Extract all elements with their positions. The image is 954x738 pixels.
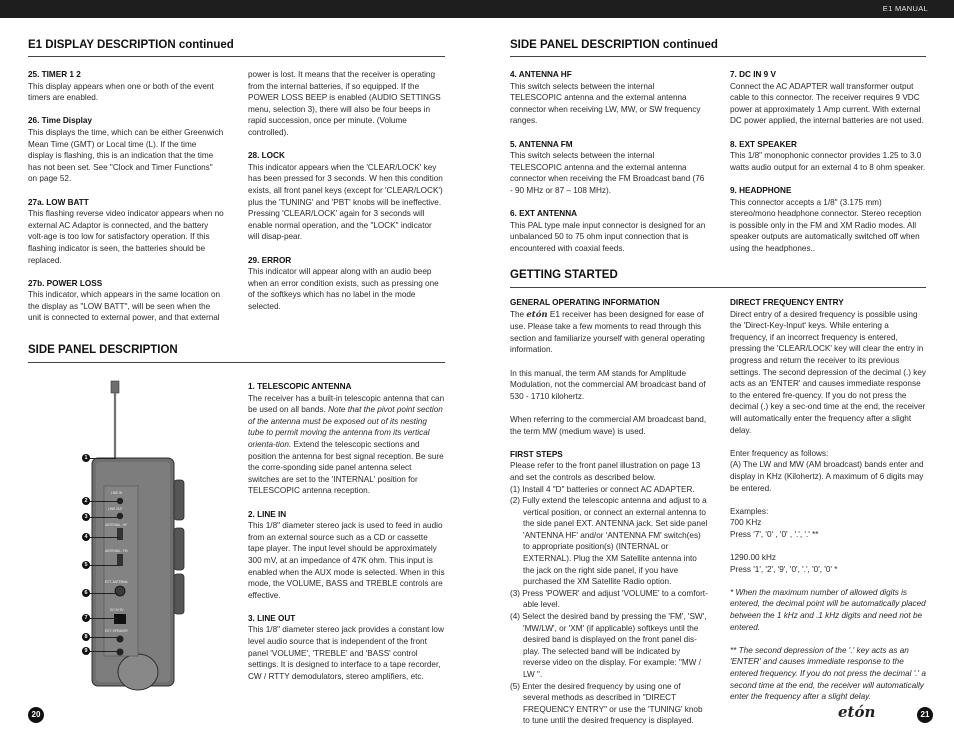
side-panel-continued-col-1 xyxy=(510,69,708,255)
getting-started-col-1 xyxy=(510,297,708,727)
step-1: (1) Install 4 "D" batteries or connect AC ADAPTER. xyxy=(510,484,695,494)
diagram-label-ext-speaker: EXT. SPEAKER xyxy=(105,629,128,633)
item-8-text: This 1/8" monophonic connector provides 1.25 to 3.0 watts audio output for an external 4 to 8 ohm speaker. xyxy=(730,151,926,172)
item-28-heading: 28. LOCK xyxy=(248,151,285,161)
item-3-text: This 1/8" diameter stereo jack provides a constant low level audio source that is independent of the front panel 'VOLUME', 'TREBLE' and 'BASS' control settings. It is designed to interface to a tape recorder, CW / RTTY demodulators, stereo amplifiers, etc. xyxy=(248,625,444,681)
item-1-heading: 1. TELESCOPIC ANTENNA xyxy=(248,382,352,391)
footnote-2: ** The second depression of the '.' key acts as an 'ENTER' and causes immediate response to the entered frequency. If you do not press the decimal '.' a second time at the end, the receiver will automatically enter the frequency after a slight delay. xyxy=(730,645,926,702)
item-27b-heading: 27b. POWER LOSS xyxy=(28,278,103,288)
side-panel-continued-col-2 xyxy=(730,69,928,255)
item-27a-heading: 27a. LOW BATT xyxy=(28,197,89,207)
eton-logo: etón xyxy=(838,703,876,721)
example-1-keys: Press '7', '0' , '0' , '.', '.' ** xyxy=(730,529,819,539)
enter-frequency-intro: Enter frequency as follows: xyxy=(730,448,829,458)
item-1-text-b: Extend the telescopic sections and position the antenna for best signal reception. Be sure the corre-sponding side panel antenna select switches are set to the 'INTERNAL' position for TELESCOPIC antenna reception. xyxy=(248,439,444,496)
section-rule xyxy=(510,56,926,57)
antenna-hf-switch xyxy=(117,528,123,540)
item-27b-text: This indicator, which appears in the same location on the display as "LOW BATT", will be seen when the unit is connected to external power, and that external xyxy=(28,290,221,323)
step-5: (5) Enter the desired frequency by using one of several methods as described in "DIRECT FREQUENCY ENTRY" or use the 'TUNING' knob to tune until the desired frequency is displayed. xyxy=(510,681,703,726)
mw-definition: When referring to the commercial AM broadcast band, the term MW (medium wave) is used. xyxy=(510,414,707,436)
item-25-heading: 25. TIMER 1 2 xyxy=(28,70,81,79)
step-4: (4) Select the desired band by pressing the 'FM', 'SW', 'MW/LW', or 'XM' (if applicable) softkeys until the desired band is displayed on the front panel dis-play. The selected band will be indicated by reverse video on the display. For example: "MW / LW ". xyxy=(510,612,707,679)
item-5-text: This switch selects between the internal TELESCOPIC antenna and the external antenna connector when receiving the FM Broadcast band (76 - 90 MHz or 87 – 108 MHz). xyxy=(510,151,705,195)
examples-label: Examples: xyxy=(730,506,769,516)
callout-2: 2 xyxy=(82,497,90,505)
item-26-heading: 26. Time Display xyxy=(28,116,93,126)
item-7-heading: 7. DC IN 9 V xyxy=(730,70,776,79)
item-29-text: This indicator will appear along with an audio beep when an error condition exists, such as pressing one of the softkeys which has no label in the mode selected. xyxy=(248,267,439,311)
item-1-text-a: The receiver has a built-in telescopic antenna that can be used on all bands. xyxy=(248,393,445,415)
diagram-label-antenna-hf: ANTENNA - HF xyxy=(105,523,128,527)
first-steps-intro: Please refer to the front panel illustration on page 13 and set the controls as described below. xyxy=(510,461,701,482)
callout-1: 1 xyxy=(82,454,90,462)
display-col-1 xyxy=(28,69,224,324)
page-number-left: 20 xyxy=(28,707,44,723)
item-3-heading: 3. LINE OUT xyxy=(248,613,296,623)
item-4-text: This switch selects between the internal TELESCOPIC antenna and the external antenna connector when receiving LW, MW, or SW frequency ranges. xyxy=(510,81,701,126)
item-9-text: This connector accepts a 1/8" (3.175 mm) stereo/mono headphone connector. Stereo reception is possible only in the FM and XM Radio modes. All speaker outputs are automatically switched off when using the headphones.. xyxy=(730,197,922,253)
callout-5: 5 xyxy=(82,561,90,569)
example-2-keys: Press '1', '2', '9', '0', '.', '0', '0' * xyxy=(730,564,838,574)
item-8-heading: 8. EXT SPEAKER xyxy=(730,139,797,149)
callout-9: 9 xyxy=(82,647,90,655)
getting-started-heading: GETTING STARTED xyxy=(510,269,618,281)
section-rule xyxy=(28,56,445,57)
display-description-heading: E1 DISPLAY DESCRIPTION continued xyxy=(28,39,234,51)
manual-label: E1 MANUAL xyxy=(882,4,928,13)
item-27b-continued: power is lost. It means that the receiver is operating from the internal batteries, if so equipped. If the POWER LOSS BEEP is enabled (AUDIO SETTINGS menu, selection 3), there will also be four beeps in rapid succession, once per minute. (Volume controlled). xyxy=(248,70,441,137)
side-knob-lower xyxy=(174,574,184,614)
diagram-label-line-out: LINE OUT xyxy=(108,507,123,511)
first-steps-heading: FIRST STEPS xyxy=(510,449,563,459)
headphone-jack xyxy=(117,649,124,656)
diagram-label-ext-antenna: EXT. ANTENNA xyxy=(105,580,128,584)
item-25-text: This display appears when one or both of the event timers are enabled. xyxy=(28,81,214,103)
dc-in-connector xyxy=(114,614,126,624)
page-number-right: 21 xyxy=(917,707,933,723)
side-panel-heading: SIDE PANEL DESCRIPTION xyxy=(28,344,178,356)
footnote-1: * When the maximum number of allowed digits is entered, the decimal point will be automatically placed between the 1 kHz and .1 kHz digits and need not be entered. xyxy=(730,587,926,632)
callout-6: 6 xyxy=(82,589,90,597)
example-2-value: 1290.00 kHz xyxy=(730,553,776,563)
callout-7: 7 xyxy=(82,614,90,622)
step-2: (2) Fully extend the telescopic antenna and adjust to a vertical position, or connect an external antenna to the side panel EXT. ANTENNA jack. Set side panel 'ANTENNA HF' and/or 'ANTENNA FM' switch(es) to appropriate position(s) (INTERNAL or EXTERNAL). Plug the XM Satellite antenna into the jack on the right side panel, if you have purchased the XM Satellite Radio option. xyxy=(510,496,708,587)
top-bar xyxy=(0,0,954,18)
callout-4: 4 xyxy=(82,533,90,541)
diagram-label-dc-in: DC IN 9V xyxy=(110,608,124,612)
item-4-heading: 4. ANTENNA HF xyxy=(510,70,572,79)
eton-inline-logo: etón xyxy=(526,309,548,320)
item-2-heading: 2. LINE IN xyxy=(248,509,287,519)
side-panel-foot xyxy=(118,654,158,690)
direct-entry-heading: DIRECT FREQUENCY ENTRY xyxy=(730,298,844,307)
diagram-label-antenna-fm: ANTENNA - FM xyxy=(105,549,128,553)
section-rule xyxy=(28,362,445,363)
general-info-text: E1 receiver has been designed for ease of use. Please take a few moments to read through this section and familiarize yourself with general operating information. xyxy=(510,309,705,355)
callout-8: 8 xyxy=(82,633,90,641)
item-27a-text: This flashing reverse video indicator appears when no external AC Adaptor is connected, and the battery volt-age is too low for satisfactory operation. If this flashing indicator is seen, the batteries should be replaced. xyxy=(28,209,224,265)
item-7-text: Connect the AC ADAPTER wall transformer output cable to this connector. The receiver requires 9 VDC power at approximately 1 Amp current. With external DC power applied, the internal batteries are not used. xyxy=(730,81,924,126)
item-6-text: This PAL type male input connector is designed for an unbalanced 50 to 75 ohm input connection that is encountered with coaxial feeds. xyxy=(510,220,706,253)
section-rule xyxy=(510,287,926,288)
display-col-2 xyxy=(248,69,445,312)
side-panel-col xyxy=(248,381,445,682)
callout-3: 3 xyxy=(82,513,90,521)
item-5-heading: 5. ANTENNA FM xyxy=(510,139,573,149)
direct-entry-text: Direct entry of a desired frequency is possible using the 'Direct-Key-Input' keys. While entering a frequency, if an incorrect frequency is entered, pressing the 'CLEAR/LOCK' key will clear the entry in progress and return the receiver to its previous settings. The second depression of the decimal (.) key acts as an 'ENTER' and causes immediate response to the entered fre-quency. If you do not press the decimal (.) key a sec-ond time at the end, the receiver will automatically enter the frequency after a slight delay. xyxy=(730,309,926,435)
example-1-value: 700 KHz xyxy=(730,518,762,528)
side-knob-middle xyxy=(174,528,184,570)
item-9-heading: 9. HEADPHONE xyxy=(730,185,792,195)
item-29-heading: 29. ERROR xyxy=(248,255,292,265)
ext-antenna-connector xyxy=(115,586,125,596)
getting-started-col-2 xyxy=(730,297,928,703)
item-2-text: This 1/8" diameter stereo jack is used to feed in audio from an external source such as a CD or cassette tape player. The input level should be approximately 300 mV, at an impedance of 47K ohm. This input is enabled when the AUX mode is selected. When in this mode, the VOLUME, BASS and TREBLE controls are effective. xyxy=(248,521,445,600)
general-info-pre: The xyxy=(510,309,525,319)
lw-mw-entry: (A) The LW and MW (AM broadcast) bands enter and display in KHz (Kilohertz). A maximum of 6 digits may be entered. xyxy=(730,460,924,493)
item-1-note: Note that the pivot point section of the antenna must be exposed out of its nesting tube to permit moving the antenna from its vertical orienta-tion. xyxy=(248,405,443,449)
item-6-heading: 6. EXT ANTENNA xyxy=(510,209,578,219)
side-panel-continued-heading: SIDE PANEL DESCRIPTION continued xyxy=(510,39,718,51)
line-out-jack xyxy=(117,513,123,519)
item-26-text: This displays the time, which can be either Greenwich Mean Time (GMT) or Local time (L). If the time display is flashing, this is an indication that the time has not been set. See "Clock and Timer Functions" on page 52. xyxy=(28,127,224,184)
side-panel-diagram xyxy=(78,376,208,694)
diagram-label-line-in: LINE IN xyxy=(111,491,123,495)
step-3: (3) Press 'POWER' and adjust 'VOLUME' to a comfort-able level. xyxy=(510,588,708,610)
antenna-pivot xyxy=(111,381,119,393)
side-knob-top xyxy=(174,480,184,520)
am-definition: In this manual, the term AM stands for Amplitude Modulation, not the commercial AM broadcast band of 530 - 1710 kilohertz. xyxy=(510,368,706,401)
item-28-text: This indicator appears when the 'CLEAR/LOCK' key has been pressed for 3 seconds. W hen this condition exists, all front panel keys (except for 'CLEAR/LOCK') plus the 'TUNING' and 'PBT' knobs will be ineffective. Pressing 'CLEAR/LOCK' again for 3 seconds will enable normal operation, and the "LOCK" indicator will disap-pear. xyxy=(248,162,443,242)
general-info-heading: GENERAL OPERATING INFORMATION xyxy=(510,298,660,307)
